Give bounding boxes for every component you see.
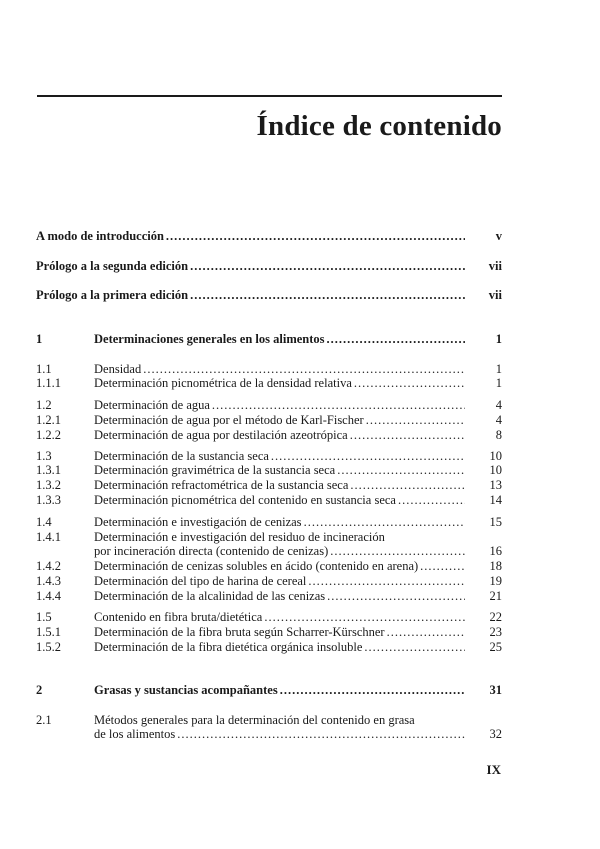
toc-entry-number: 1.2 [36, 398, 52, 412]
toc-entry-page: 22 [489, 610, 502, 624]
header-rule [37, 95, 502, 97]
toc-entry-text: Prólogo a la segunda edición [36, 259, 189, 273]
toc-entry[interactable] [36, 588, 502, 604]
toc-entry-prologo-primera[interactable] [36, 287, 502, 303]
toc-entry-text: Determinaciones generales en los alimentos [94, 332, 325, 346]
toc-entry-page: 1 [495, 376, 502, 390]
toc-entry-text: Prólogo a la primera edición [36, 288, 189, 302]
leader-dots [177, 726, 465, 742]
toc-entry-page: 18 [489, 559, 502, 573]
toc-entry[interactable] [36, 624, 502, 640]
toc-entry-page: 16 [489, 544, 502, 558]
toc-entry-continuation[interactable] [36, 543, 502, 559]
leader-dots [330, 543, 465, 559]
toc-entry-number: 1.3 [36, 449, 52, 463]
toc-entry[interactable] [36, 573, 502, 589]
toc-entry-number: 1.5.2 [36, 640, 61, 654]
toc-entry-number: 1.3.1 [36, 463, 61, 477]
leader-dots [327, 588, 465, 604]
toc-entry-text: Determinación de la fibra bruta según Scharrer-Kürschner [94, 625, 385, 639]
leader-dots [190, 287, 465, 303]
toc-entry[interactable] [36, 514, 502, 530]
toc-entry-text: Determinación del tipo de harina de cereal [94, 574, 307, 588]
leader-dots [366, 412, 465, 428]
toc-entry-page: 4 [495, 398, 502, 412]
leader-dots [304, 514, 465, 530]
toc-entry-page: 4 [495, 413, 502, 427]
toc-entry-text: Grasas y sustancias acompañantes [94, 683, 278, 697]
toc-entry-page: 8 [495, 428, 502, 442]
toc-entry-page: 21 [489, 589, 502, 603]
toc-entry-continuation[interactable] [36, 726, 502, 742]
leader-dots [264, 609, 465, 625]
page-title: Índice de contenido [256, 110, 502, 142]
toc-entry[interactable] [36, 609, 502, 625]
toc-entry[interactable] [36, 397, 502, 413]
toc-entry-text: Determinación de la fibra dietética orgánica insoluble [94, 640, 363, 654]
toc-entry-text: Determinación refractométrica de la sustancia seca [94, 478, 349, 492]
toc-entry-text: Métodos generales para la determinación del contenido en grasa [94, 713, 415, 727]
leader-dots [364, 639, 465, 655]
leader-dots [212, 397, 465, 413]
toc-chapter-1[interactable] [36, 331, 502, 347]
leader-dots [166, 228, 465, 244]
leader-dots [190, 258, 465, 274]
toc-entry-page: 25 [489, 640, 502, 654]
toc-entry-page: 31 [489, 683, 502, 697]
toc-entry-page: vii [488, 259, 502, 273]
toc-entry-text: por incineración directa (contenido de cenizas) [94, 544, 329, 558]
toc-entry-text: Determinación gravimétrica de la sustancia seca [94, 463, 336, 477]
leader-dots [308, 573, 465, 589]
toc-entry-text: Determinación picnométrica de la densidad relativa [94, 376, 352, 390]
toc-entry-page: 10 [489, 463, 502, 477]
toc-entry-number: 1.3.2 [36, 478, 61, 492]
toc-entry-page: 19 [489, 574, 502, 588]
toc-entry-number: 1.4.4 [36, 589, 61, 603]
toc-entry-page: v [495, 229, 502, 243]
toc-entry-page: 23 [489, 625, 502, 639]
toc-entry-number: 1.5.1 [36, 625, 61, 639]
toc-entry[interactable] [36, 462, 502, 478]
toc-entry-text: Determinación de la sustancia seca [94, 449, 269, 463]
toc-entry-number: 1.2.1 [36, 413, 61, 427]
toc-entry-text: Contenido en fibra bruta/dietética [94, 610, 263, 624]
toc-entry[interactable] [36, 375, 502, 391]
toc-entry[interactable] [36, 427, 502, 443]
toc-entry-introduccion[interactable] [36, 228, 502, 244]
toc-entry-page: 1 [495, 362, 502, 376]
toc-chapter-2[interactable] [36, 682, 502, 698]
toc-entry-page: vii [488, 288, 502, 302]
toc-entry-page: 15 [489, 515, 502, 529]
toc-entry-number: 2.1 [36, 713, 52, 727]
leader-dots [387, 624, 465, 640]
toc-entry-text: Determinación de agua [94, 398, 210, 412]
toc-entry-text: Determinación de cenizas solubles en ácido (contenido en arena) [94, 559, 419, 573]
toc-entry[interactable] [36, 639, 502, 655]
toc-entry-number: 1.4 [36, 515, 52, 529]
toc-entry[interactable] [36, 558, 502, 574]
toc-entry[interactable] [36, 492, 502, 508]
toc-entry-text: Determinación e investigación del residuo de incineración [94, 530, 385, 544]
leader-dots [350, 477, 465, 493]
toc-entry-number: 1.2.2 [36, 428, 61, 442]
toc-entry-number: 1 [36, 332, 43, 346]
leader-dots [420, 558, 465, 574]
leader-dots [337, 462, 465, 478]
toc-entry-text: Determinación de agua por destilación azeotrópica [94, 428, 348, 442]
leader-dots [327, 331, 465, 347]
toc-entry-number: 1.4.1 [36, 530, 61, 544]
toc-entry-text: A modo de introducción [36, 229, 164, 243]
toc-entry-page: 1 [495, 332, 502, 346]
page-number: IX [486, 762, 501, 777]
toc-entry-page: 10 [489, 449, 502, 463]
toc-entry-text: Determinación picnométrica del contenido en sustancia seca [94, 493, 396, 507]
leader-dots [350, 427, 465, 443]
toc-entry-number: 1.4.3 [36, 574, 61, 588]
toc-entry-number: 1.1 [36, 362, 52, 376]
toc-entry-number: 1.1.1 [36, 376, 61, 390]
toc-entry-text: Densidad [94, 362, 142, 376]
leader-dots [354, 375, 465, 391]
leader-dots [398, 492, 465, 508]
toc-entry-page: 32 [489, 727, 502, 741]
toc-entry-text: de los alimentos [94, 727, 176, 741]
toc-entry-page: 14 [489, 493, 502, 507]
toc-entry-number: 1.3.3 [36, 493, 61, 507]
toc-entry-number: 2 [36, 683, 43, 697]
toc-entry-text: Determinación de agua por el método de Karl-Fischer [94, 413, 364, 427]
toc-entry-prologo-segunda[interactable] [36, 258, 502, 274]
toc-entry-page: 13 [489, 478, 502, 492]
toc-entry[interactable] [36, 412, 502, 428]
toc-entry-text: Determinación de la alcalinidad de las cenizas [94, 589, 326, 603]
toc-entry-number: 1.5 [36, 610, 52, 624]
toc-entry-text: Determinación e investigación de cenizas [94, 515, 302, 529]
toc-entry-number: 1.4.2 [36, 559, 61, 573]
leader-dots [280, 682, 465, 698]
toc-entry[interactable] [36, 477, 502, 493]
